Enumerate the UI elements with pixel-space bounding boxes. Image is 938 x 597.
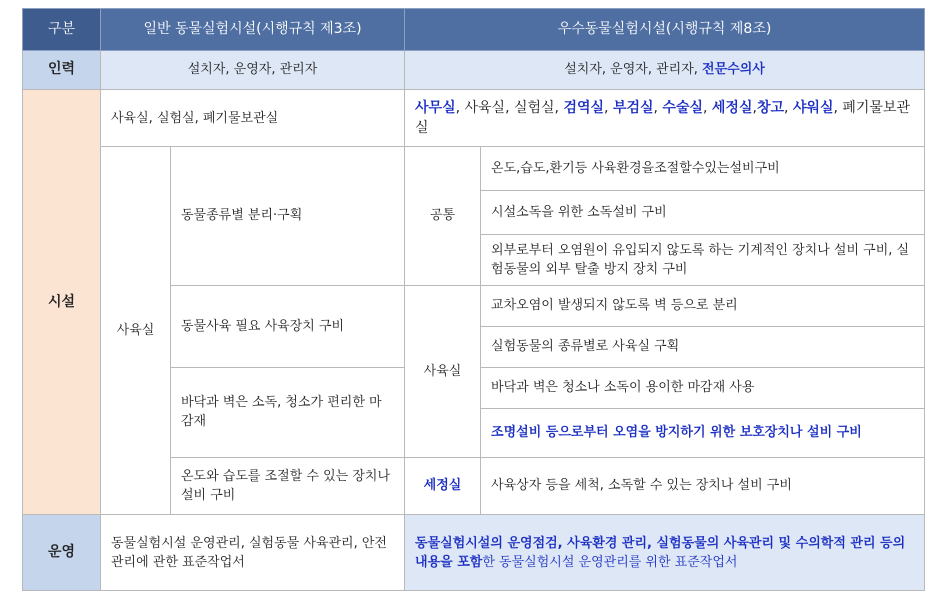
breeding-room-label-general: 사육실 xyxy=(101,147,171,515)
facility-common-row-1 xyxy=(23,147,925,191)
breeding-item-2: 실험동물의 종류별로 사육실 구획 xyxy=(481,326,925,367)
header-general: 일반 동물실험시설(시행규칙 제3조) xyxy=(101,9,405,51)
header-category: 구분 xyxy=(23,9,101,51)
room-name-plain: , xyxy=(604,100,613,117)
operation-excellent xyxy=(405,515,925,591)
breeding-item-3: 바닥과 벽은 청소나 소독이 용이한 마감재 사용 xyxy=(481,367,925,408)
personnel-row xyxy=(23,51,925,90)
room-name-required: 창고 xyxy=(756,100,784,117)
breeding-item-1: 교차오염이 발생되지 않도록 벽 등으로 분리 xyxy=(481,285,925,326)
room-name-plain: , xyxy=(653,100,663,117)
room-name-required: 세정실 xyxy=(711,100,753,117)
room-name-required: 부검실 xyxy=(612,100,654,117)
operation-general: 동물실험시설 운영관리, 실험동물 사육관리, 안전관리에 관한 표준작업서 xyxy=(101,515,405,591)
room-name-plain: , xyxy=(752,100,757,117)
common-label: 공통 xyxy=(405,147,481,285)
operation-row xyxy=(23,515,925,591)
room-name-plain: , xyxy=(784,100,793,117)
operation-excellent-bold: 동물실험시설의 운영점검, 사육환경 관리, 실험동물의 사육관리 및 수의학적 관리 등의 내용을 포함 xyxy=(415,535,906,570)
common-item-1: 온도,습도,환기등 사육환경을조절할수있는설비구비 xyxy=(481,147,925,191)
general-item-2: 동물사육 필요 사육장치 구비 xyxy=(171,285,405,367)
general-item-1: 동물종류별 분리·구획 xyxy=(171,147,405,285)
room-name-required: 샤워실 xyxy=(792,100,834,117)
header-excellent: 우수동물실험시설(시행규칙 제8조) xyxy=(405,9,925,51)
facility-rooms-row xyxy=(23,89,925,146)
general-item-3: 바닥과 벽은 소독, 청소가 편리한 마감재 xyxy=(171,367,405,457)
personnel-excellent-bold: 전문수의사 xyxy=(702,62,765,78)
personnel-excellent-plain: 설치자, 운영자, 관리자, xyxy=(564,62,703,78)
washing-label: 세정실 xyxy=(405,457,481,514)
room-name-plain: , 폐기물보관실 xyxy=(415,100,911,137)
general-item-4: 온도와 습도를 조절할 수 있는 장치나 설비 구비 xyxy=(171,457,405,514)
room-name-plain: , xyxy=(703,100,712,117)
facility-label: 시설 xyxy=(23,89,101,514)
common-item-3: 외부로부터 오염원이 유입되지 않도록 하는 기계적인 장치나 설비 구비, 실험동물의 외부 탈출 방지 장치 구비 xyxy=(481,235,925,285)
personnel-label: 인력 xyxy=(23,51,101,90)
operation-excellent-plain: 한 동물실험시설 운영관리를 위한 표준작업서 xyxy=(482,554,738,570)
common-item-2: 시설소독을 위한 소독설비 구비 xyxy=(481,191,925,235)
room-name-required: 검역실 xyxy=(563,100,605,117)
breeding-item-4: 조명설비 등으로부터 오염을 방지하기 위한 보호장치나 설비 구비 xyxy=(481,408,925,457)
facility-rooms-general: 사육실, 실험실, 폐기물보관실 xyxy=(101,89,405,146)
room-name-plain: , 사육실, 실험실, xyxy=(455,100,564,117)
room-name-required: 사무실 xyxy=(415,100,456,117)
comparison-table-wrapper xyxy=(22,8,924,591)
facility-comparison-table xyxy=(22,8,925,591)
header-row xyxy=(23,9,925,51)
personnel-excellent xyxy=(405,51,925,90)
personnel-general: 설치자, 운영자, 관리자 xyxy=(101,51,405,90)
room-name-required: 수술실 xyxy=(662,100,703,117)
breeding-label: 사육실 xyxy=(405,285,481,457)
facility-rooms-excellent xyxy=(405,89,925,146)
washing-item: 사육상자 등을 세척, 소독할 수 있는 장치나 설비 구비 xyxy=(481,457,925,514)
operation-label: 운영 xyxy=(23,515,101,591)
